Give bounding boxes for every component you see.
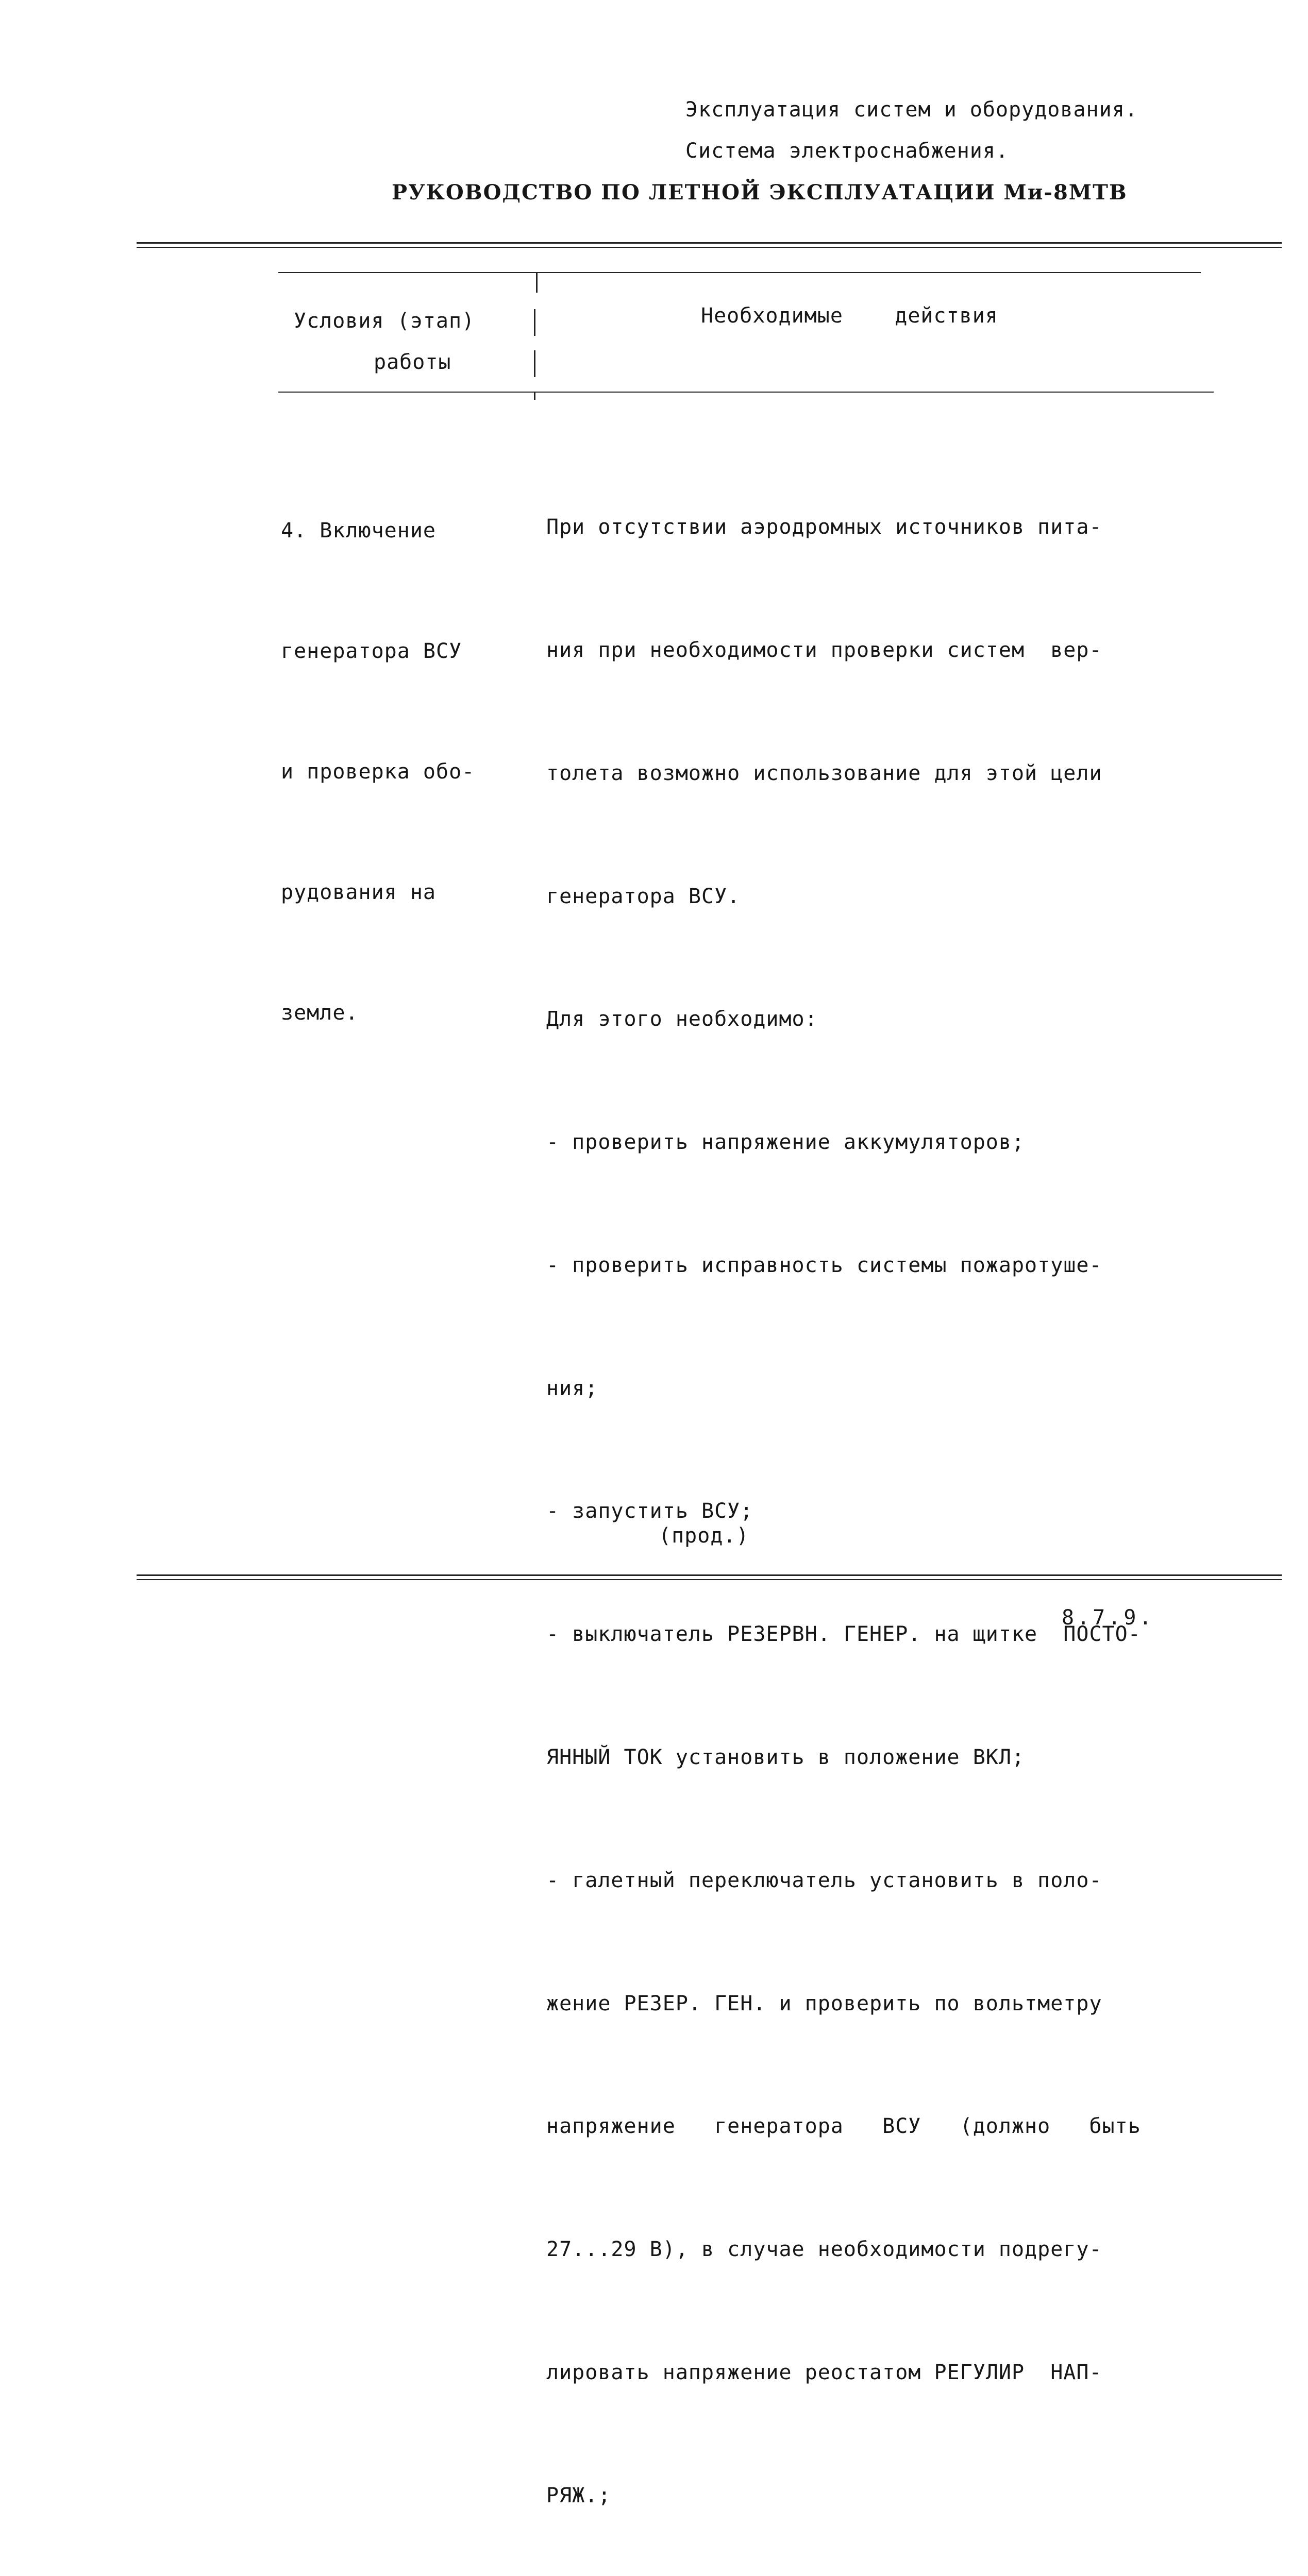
column-divider-tick (534, 393, 535, 400)
section-title: Эксплуатация систем и оборудования. (685, 98, 1138, 122)
action-line: РЯЖ.; (546, 2483, 611, 2507)
action-line: - проверить исправность системы пожаротуше- (546, 1253, 1102, 1277)
action-line: ния; (546, 1376, 598, 1400)
table-header-top-rule (278, 272, 1201, 273)
condition-cell (281, 430, 475, 1073)
condition-line: земле. (281, 1001, 359, 1025)
column-divider-mid (534, 309, 535, 336)
action-line: ния при необходимости проверки систем вер- (546, 638, 1102, 662)
top-rule-upper (137, 242, 1282, 244)
bottom-rule-upper (137, 1574, 1282, 1576)
column-header-conditions: Условия (этап) (294, 309, 475, 333)
condition-line: и проверка обо- (281, 760, 475, 784)
subsection-title: Система электроснабжения. (685, 139, 1009, 163)
column-divider-low (534, 350, 535, 377)
action-line: - запустить ВСУ; (546, 1499, 753, 1523)
column-divider-top (536, 272, 538, 293)
action-line: напряжение генератора ВСУ (должно быть (546, 2114, 1141, 2139)
page-number: 8.7.9. (1062, 1606, 1155, 1630)
actions-cell (546, 425, 1141, 2576)
condition-line: генератора ВСУ (281, 639, 462, 663)
action-line: - проверить напряжение аккумуляторов; (546, 1130, 1025, 1155)
action-line: - галетный переключатель установить в поло- (546, 1868, 1102, 1892)
column-header-actions: Необходимые действия (701, 304, 998, 328)
bottom-rule-lower (137, 1579, 1282, 1580)
condition-line: 4. Включение (281, 519, 436, 543)
action-line: ЯННЫЙ ТОК установить в положение ВКЛ; (546, 1745, 1025, 1769)
action-line: При отсутствии аэродромных источников пита- (546, 515, 1102, 539)
continued-note: (прод.) (659, 1524, 749, 1548)
top-rule-lower (137, 247, 1282, 248)
action-line: жение РЕЗЕР. ГЕН. и проверить по вольтметру (546, 1991, 1102, 2015)
action-line: лировать напряжение реостатом РЕГУЛИР НАП- (546, 2360, 1102, 2384)
action-line: генератора ВСУ. (546, 884, 741, 908)
condition-line: рудования на (281, 880, 436, 904)
action-line: толета возможно использование для этой цели (546, 761, 1102, 785)
action-line: - выключатель РЕЗЕРВН. ГЕНЕР. на щитке ПОСТО- (546, 1622, 1141, 1647)
table-header-bottom-rule (278, 392, 1214, 393)
document-title: РУКОВОДСТВО ПО ЛЕТНОЙ ЭКСПЛУАТАЦИИ Ми-8МТВ (392, 180, 1128, 205)
action-line: Для этого необходимо: (546, 1007, 818, 1031)
column-header-conditions-2: работы (374, 350, 451, 374)
action-line: 27...29 В), в случае необходимости подрегу- (546, 2238, 1102, 2262)
